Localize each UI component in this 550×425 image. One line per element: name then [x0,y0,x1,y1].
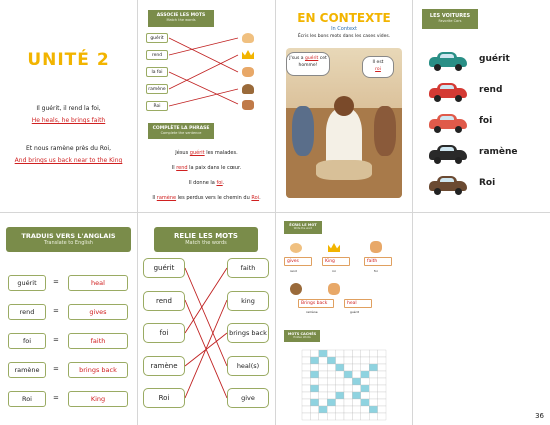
french-word-box: foi [8,333,46,349]
speech-bubble-1: J'sus a guérit cet homme! [286,52,330,76]
lyric-line-1: Il guérit, il rend la foi, [36,105,101,112]
equals-sign: = [53,336,59,344]
english-answer-box[interactable]: brings back [68,362,128,378]
word-box-4: ramène [146,84,168,94]
picture-person-icon [290,283,302,295]
car-word: Roi [479,178,496,188]
grid-cell[interactable] [310,350,318,357]
page-number: 36 [535,412,544,420]
panel-write-and-hidden [276,213,412,425]
grid-cell[interactable] [361,378,369,385]
grid-cell[interactable] [344,378,352,385]
grid-cell[interactable] [369,406,377,413]
grid-cell[interactable] [302,392,310,399]
write-under-1: rend [290,269,297,273]
grid-cell[interactable] [319,385,327,392]
match-lines [138,0,275,120]
panel-relie [138,213,275,425]
grid-cell[interactable] [369,357,377,364]
grid-cell[interactable] [336,378,344,385]
grid-cell[interactable] [344,392,352,399]
grid-cell[interactable] [361,413,369,420]
complete-header [148,123,214,139]
panel-context [276,0,412,212]
word-search-grid [302,350,386,420]
write-title: ÉCRIS LE MOT [289,223,317,227]
grid-cell[interactable] [310,371,318,378]
car-icon [429,176,467,194]
context-title: EN CONTEXTE [297,11,391,25]
english-answer-box[interactable]: faith [68,333,128,349]
hidden-header [284,330,320,342]
grid-cell[interactable] [369,385,377,392]
write-header [284,221,322,234]
grid-cell[interactable] [319,378,327,385]
grid-cell[interactable] [302,406,310,413]
grid-cell[interactable] [352,371,360,378]
french-word-box: rend [8,304,46,320]
grid-cell[interactable] [361,357,369,364]
word-box-2: rend [146,50,168,60]
context-subtitle: In Context [331,26,357,32]
grid-cell[interactable] [327,413,335,420]
grid-cell[interactable] [352,350,360,357]
french-word-box: guérit [8,275,46,291]
panel-unit-title [0,0,137,212]
relie-subtitle: Match the words [185,240,227,246]
panel-match-and-complete [138,0,275,212]
car-word: foi [479,116,493,126]
grid-cell[interactable] [336,413,344,420]
panel-translate [0,213,137,425]
grid-cell[interactable] [336,406,344,413]
grid-cell[interactable] [344,364,352,371]
grid-cell[interactable] [302,350,310,357]
write-box-1: gives [284,257,312,266]
english-answer-box[interactable]: heal [68,275,128,291]
grid-cell[interactable] [352,392,360,399]
write-under-3: foi [374,269,378,273]
relie-left-box[interactable]: foi [143,323,185,343]
equals-sign: = [53,307,59,315]
grid-cell[interactable] [302,385,310,392]
grid-cell[interactable] [310,357,318,364]
english-answer-box[interactable]: King [68,391,128,407]
grid-cell[interactable] [310,406,318,413]
grid-cell[interactable] [327,385,335,392]
grid-cell[interactable] [336,350,344,357]
grid-cell[interactable] [378,378,386,385]
picture-people-icon [242,100,254,110]
panel-cars [413,0,550,212]
write-box-3: faith [364,257,392,266]
grid-cell[interactable] [378,364,386,371]
cars-subtitle: Favorite Cars [438,19,462,23]
lyric-line-2-en: And brings us back near to the King [14,157,123,164]
write-under-2: roi [332,269,336,273]
grid-cell[interactable] [352,406,360,413]
write-box-2: King [322,257,350,266]
grid-cell[interactable] [319,392,327,399]
car-word: rend [479,85,503,95]
picture-hands-icon [242,33,254,43]
grid-cell[interactable] [344,385,352,392]
grid-cell[interactable] [310,413,318,420]
french-word-box: ramène [8,362,46,378]
grid-cell[interactable] [344,357,352,364]
word-box-5: Roi [146,101,168,111]
relie-left-box[interactable]: Roi [143,388,185,408]
relie-left-box[interactable]: ramène [143,356,185,376]
car-icon [429,145,467,163]
grid-cell[interactable] [327,406,335,413]
grid-cell[interactable] [369,413,377,420]
grid-cell[interactable] [361,385,369,392]
write-subtitle: Write the word [293,227,313,230]
word-box-1: guérit [146,33,168,43]
relie-left-box[interactable]: rend [143,291,185,311]
relie-right-box[interactable]: king [227,291,269,311]
grid-cell[interactable] [302,364,310,371]
english-answer-box[interactable]: gives [68,304,128,320]
hidden-subtitle: Hidden Words [293,336,311,339]
grid-cell[interactable] [361,371,369,378]
grid-cell[interactable] [327,350,335,357]
grid-cell[interactable] [344,406,352,413]
cars-title: LES VOITURES [429,13,471,19]
grid-cell[interactable] [378,357,386,364]
hidden-title: MOTS CACHÉS [287,332,317,336]
complete-subtitle: Complete the sentence [160,131,202,135]
grid-cell[interactable] [319,406,327,413]
picture-hands-icon-4 [328,283,340,295]
grid-cell[interactable] [378,371,386,378]
panel-blank [413,213,550,425]
grid-cell[interactable] [302,378,310,385]
grid-cell[interactable] [369,378,377,385]
grid-cell[interactable] [344,350,352,357]
relie-left-box[interactable]: guérit [143,258,185,278]
grid-cell[interactable] [378,392,386,399]
grid-cell[interactable] [352,378,360,385]
grid-cell[interactable] [369,350,377,357]
picture-hands-icon-2 [242,67,254,77]
write-box-4: Brings back [298,299,334,308]
relie-title: RELIE LES MOTS [174,232,238,240]
grid-cell[interactable] [319,350,327,357]
grid-cell[interactable] [369,364,377,371]
grid-cell[interactable] [319,364,327,371]
grid-cell[interactable] [336,357,344,364]
match-subtitle: Match the words [166,18,196,22]
grid-cell[interactable] [302,371,310,378]
grid-cell[interactable] [310,392,318,399]
grid-cell[interactable] [310,399,318,406]
equals-sign: = [53,365,59,373]
grid-cell[interactable] [378,350,386,357]
grid-cell[interactable] [327,399,335,406]
grid-cell[interactable] [302,413,310,420]
grid-cell[interactable] [319,399,327,406]
speech-bubble-2: Il est roi [362,56,394,78]
picture-hands-icon-3 [370,241,382,253]
translate-header [6,227,131,252]
relie-right-box[interactable]: give [227,388,269,408]
grid-cell[interactable] [327,364,335,371]
grid-cell[interactable] [352,385,360,392]
grid-cell[interactable] [310,385,318,392]
grid-cell[interactable] [310,378,318,385]
write-under-4: ramène [306,310,318,314]
picture-hands-icon [290,243,302,253]
equals-sign: = [53,278,59,286]
grid-cell[interactable] [361,399,369,406]
grid-cell[interactable] [327,371,335,378]
grid-cell[interactable] [361,350,369,357]
grid-cell[interactable] [327,392,335,399]
relie-right-box[interactable]: heal(s) [227,356,269,376]
grid-cell[interactable] [344,399,352,406]
grid-cell[interactable] [344,371,352,378]
picture-crown-icon [328,243,340,252]
equals-sign: = [53,394,59,402]
grid-cell[interactable] [378,406,386,413]
car-icon [429,114,467,132]
grid-cell[interactable] [352,399,360,406]
grid-cell[interactable] [336,364,344,371]
grid-cell[interactable] [302,399,310,406]
relie-right-box[interactable]: brings back [227,323,269,343]
french-word-box: Roi [8,391,46,407]
car-icon [429,52,467,70]
grid-cell[interactable] [352,364,360,371]
grid-cell[interactable] [319,413,327,420]
match-title: ASSOCIE LES MOTS [156,13,206,18]
translate-title: TRADUIS VERS L'ANGLAIS [21,232,116,240]
relie-right-box[interactable]: faith [227,258,269,278]
car-icon [429,83,467,101]
car-word: guérit [479,54,510,64]
grid-cell[interactable] [361,364,369,371]
grid-cell[interactable] [327,378,335,385]
grid-cell[interactable] [336,392,344,399]
grid-cell[interactable] [310,364,318,371]
grid-cell[interactable] [327,357,335,364]
grid-cell[interactable] [378,413,386,420]
translate-subtitle: Translate to English [44,240,93,246]
lyric-line-2: Et nous ramène près du Roi, [26,145,111,152]
grid-cell[interactable] [302,357,310,364]
car-word: ramène [479,147,518,157]
grid-cell[interactable] [319,371,327,378]
sentence-2: Il rend la paix dans le cœur. [171,165,242,171]
grid-cell[interactable] [361,406,369,413]
grid-cell[interactable] [336,371,344,378]
write-under-5: guérit [350,310,359,314]
grid-cell[interactable] [369,392,377,399]
grid-cell[interactable] [378,385,386,392]
grid-cell[interactable] [378,399,386,406]
sentence-4: Il ramène les perdus vers le chemin du Roi. [152,195,261,201]
grid-cell[interactable] [361,392,369,399]
unit-title: UNITÉ 2 [27,50,110,70]
grid-cell[interactable] [319,357,327,364]
cars-header [422,9,478,29]
grid-cell[interactable] [336,385,344,392]
grid-cell[interactable] [336,399,344,406]
grid-cell[interactable] [352,413,360,420]
complete-title: COMPLÈTE LA PHRASE [152,126,210,131]
grid-cell[interactable] [369,371,377,378]
write-box-5: heal [344,299,372,308]
sentence-1: Jésus guérit les malades. [175,150,238,156]
sentence-3: Il donne la foi. [188,180,225,186]
grid-cell[interactable] [344,413,352,420]
picture-person-icon [242,84,254,94]
lyric-line-1-en: He heals, he brings faith [31,117,106,124]
grid-cell[interactable] [369,399,377,406]
grid-cell[interactable] [352,357,360,364]
word-box-3: la foi [146,67,168,77]
context-instruction: Écris les bons mots dans les cases vides. [297,34,391,39]
